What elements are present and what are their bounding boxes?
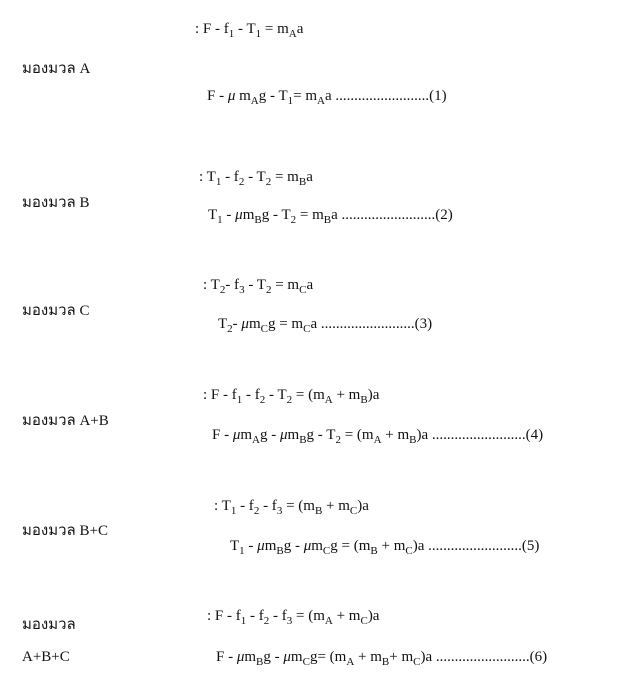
equation-1: F - μ $m_Ag - T_1= m_Aa$ .........................(1)	[207, 88, 447, 107]
label-mass-ab: มองมวล A+B	[22, 413, 109, 429]
label-mass-c: มองมวล C	[22, 303, 90, 319]
equation-abc-force-sum: : $F - f_1 - f_2 - f_3 = (m_A + m_C)a$	[207, 608, 380, 627]
label-mass-a: มองมวล A	[22, 61, 91, 77]
equation-ab-force-sum: : $F - f_1 - f_2 - T_2 = (m_A + m_B)a$	[203, 387, 380, 406]
label-mass-b: มองมวล B	[22, 195, 90, 211]
equation-bc-force-sum: : $T_1 - f_2 - f_3 = (m_B + m_C)a$	[214, 498, 369, 517]
equation-a-force-sum: : $F - f_1 - T_1 = m_Aa$	[195, 21, 304, 40]
equation-3: $T_2-$ $\mu m_Cg = m_Ca$ .........................(3)	[218, 316, 433, 335]
equation-5: $T_1 - \mu m_Bg - \mu m_Cg = (m_B + m_C)a$ .........................(5)	[230, 538, 540, 557]
equation-b-force-sum: : $T_1 - f_2 - T_2 = m_Ba$	[199, 169, 313, 188]
equation-4: $F - \mu m_Ag - \mu m_Bg - T_2 = (m_A + m_B)a$ .........................(4)	[212, 427, 544, 446]
label-mass-bc: มองมวล B+C	[22, 523, 108, 539]
label-mass-abc-line2: A+B+C	[22, 649, 70, 665]
label-mass-abc: มองมวล	[22, 617, 76, 633]
equation-2: $T_1 - \mu m_Bg - T_2 = m_Ba$ .........................(2)	[208, 207, 453, 226]
equation-c-force-sum: : $T_2-$ $f_3 - T_2 = m_Ca$	[203, 277, 314, 296]
equation-6: $F - \mu m_Bg - \mu m_Cg= (m_A + m_B+ m_C)a$ .........................(6)	[216, 649, 548, 668]
